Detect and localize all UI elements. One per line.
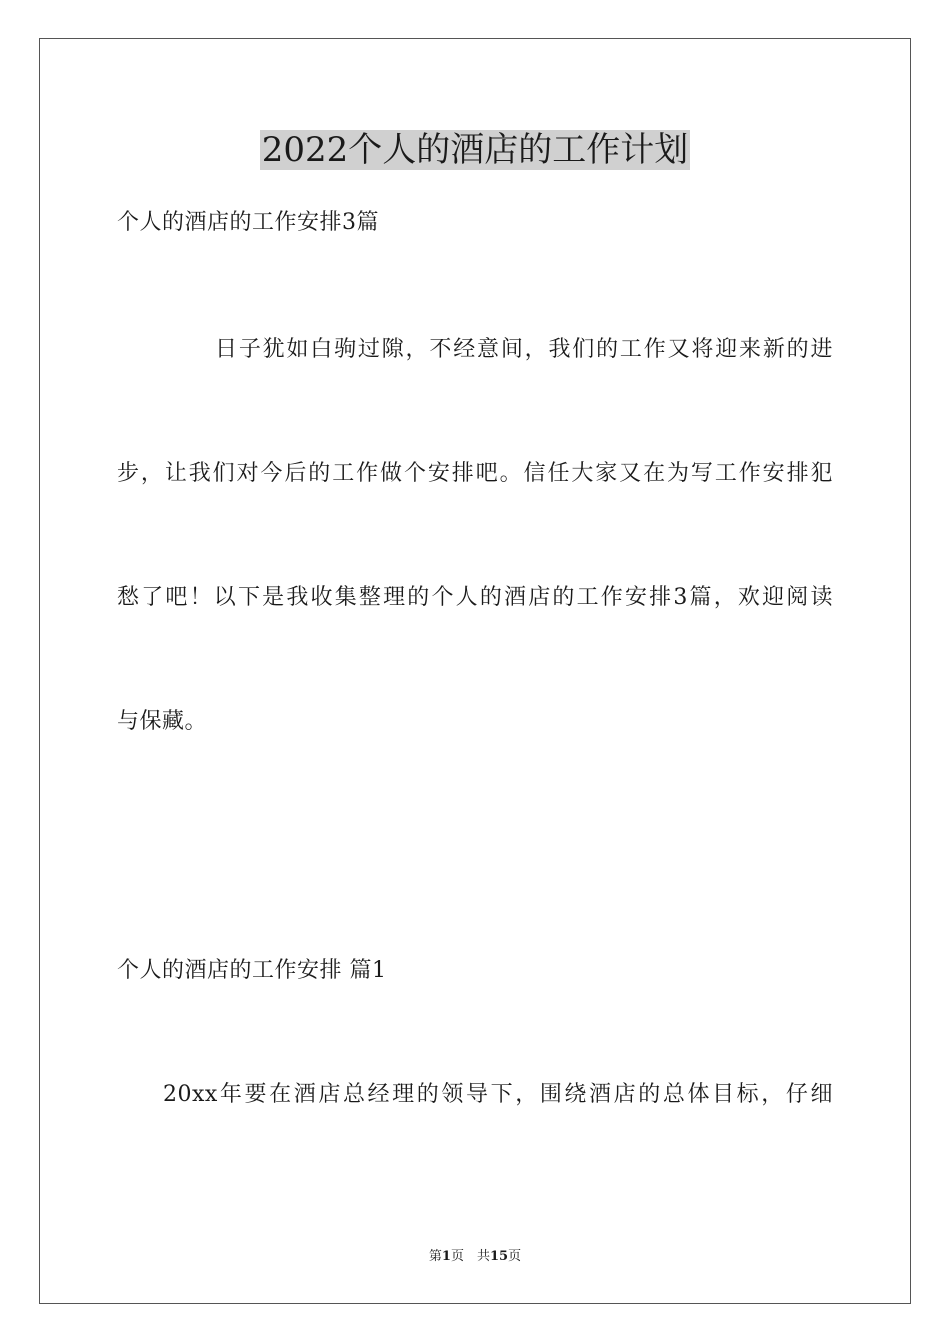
page-label-mid: 页 共 (450, 1249, 490, 1264)
document-subtitle: 个人的酒店的工作安排3篇 (117, 210, 379, 235)
page-total: 15 (489, 1249, 509, 1264)
page-label-prefix: 第 (428, 1249, 442, 1264)
document-title (0, 128, 950, 172)
page-current: 1 (441, 1249, 451, 1264)
document-title-text: 2022个人的酒店的工作计划 (261, 130, 689, 170)
intro-line-3: 愁了吧！以下是我收集整理的个人的酒店的工作安排3篇，欢迎阅读 (117, 585, 833, 610)
section-heading: 个人的酒店的工作安排 篇1 (117, 958, 387, 983)
page-label-suffix: 页 (508, 1249, 522, 1264)
intro-line-1: 日子犹如白驹过隙，不经意间，我们的工作又将迎来新的进 (215, 337, 833, 362)
page-footer (0, 1248, 950, 1266)
intro-line-2: 步，让我们对今后的工作做个安排吧。信任大家又在为写工作安排犯 (117, 461, 833, 486)
section-line-1: 20xx年要在酒店总经理的领导下，围绕酒店的总体目标，仔细 (163, 1082, 833, 1107)
intro-line-4: 与保藏。 (117, 709, 208, 734)
